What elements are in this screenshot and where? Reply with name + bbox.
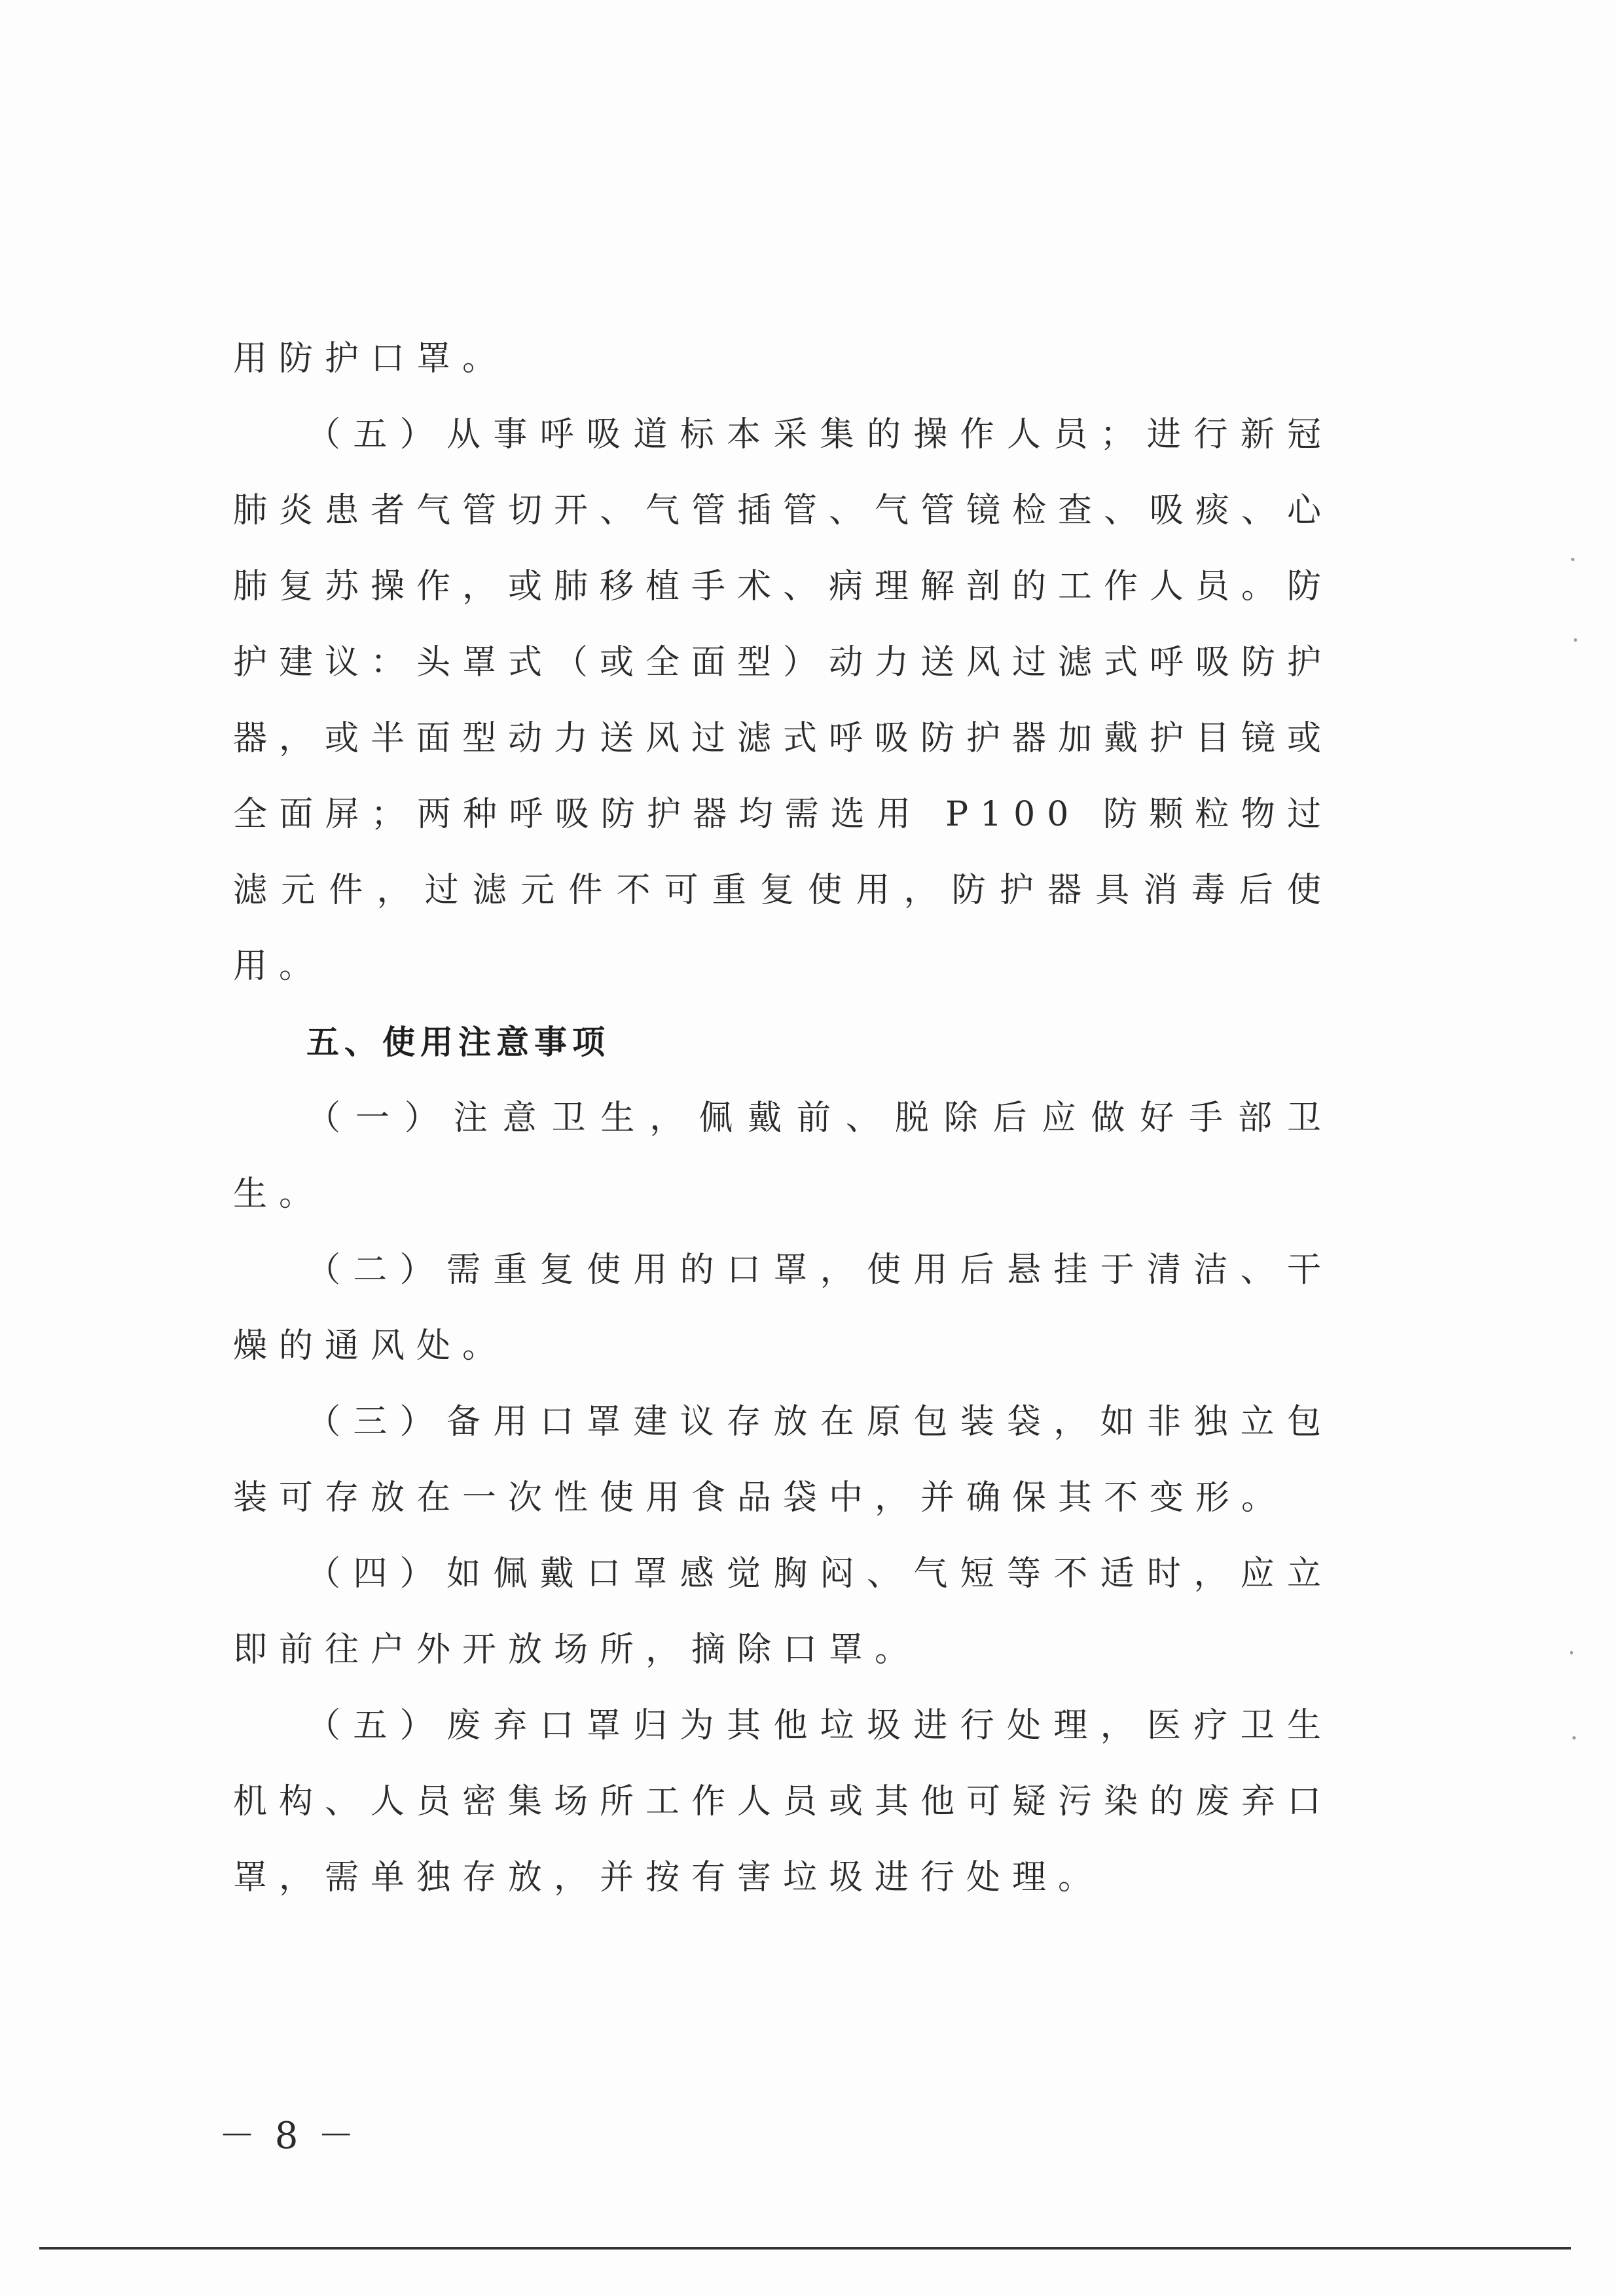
list-item-storage: （三）备用口罩建议存放在原包装袋，如非独立包装可存放在一次性使用食品袋中，并确保其不变形。 bbox=[233, 1402, 1333, 1518]
document-body bbox=[233, 321, 1333, 1916]
paragraph-protection-advice: （五）从事呼吸道标本采集的操作人员；进行新冠肺炎患者气管切开、气管插管、气管镜检查、吸痰、心肺复苏操作，或肺移植手术、病理解剖的工作人员。防护建议：头罩式（或全面型）动力送风过滤式呼吸防护器，或半面型动力送风过滤式呼吸防护器加戴护目镜或全面屏；两种呼吸防护器均需选用 P100 防颗粒物过滤元件，过滤元件不可重复使用，防护器具消毒后使用。 bbox=[233, 415, 1334, 986]
section-heading: 五、使用注意事项 bbox=[306, 1023, 610, 1061]
scan-speck bbox=[1572, 1736, 1576, 1740]
scan-speck bbox=[1574, 638, 1577, 642]
list-item-discomfort: （四）如佩戴口罩感觉胸闷、气短等不适时，应立即前往户外开放场所，摘除口罩。 bbox=[233, 1554, 1333, 1669]
scan-speck bbox=[1570, 1651, 1573, 1654]
list-item-hygiene: （一）注意卫生，佩戴前、脱除后应做好手部卫生。 bbox=[233, 1099, 1333, 1214]
list-item-disposal: （五）废弃口罩归为其他垃圾进行处理，医疗卫生机构、人员密集场所工作人员或其他可疑污染的废弃口罩，需单独存放，并按有害垃圾进行处理。 bbox=[233, 1706, 1334, 1897]
paragraph-continuation: 用防护口罩。 bbox=[233, 339, 509, 378]
scan-speck bbox=[1571, 558, 1574, 561]
page-number: － 8 － bbox=[219, 2115, 359, 2157]
bottom-scan-edge bbox=[39, 2247, 1571, 2250]
list-item-reuse: （二）需重复使用的口罩，使用后悬挂于清洁、干燥的通风处。 bbox=[233, 1250, 1333, 1366]
